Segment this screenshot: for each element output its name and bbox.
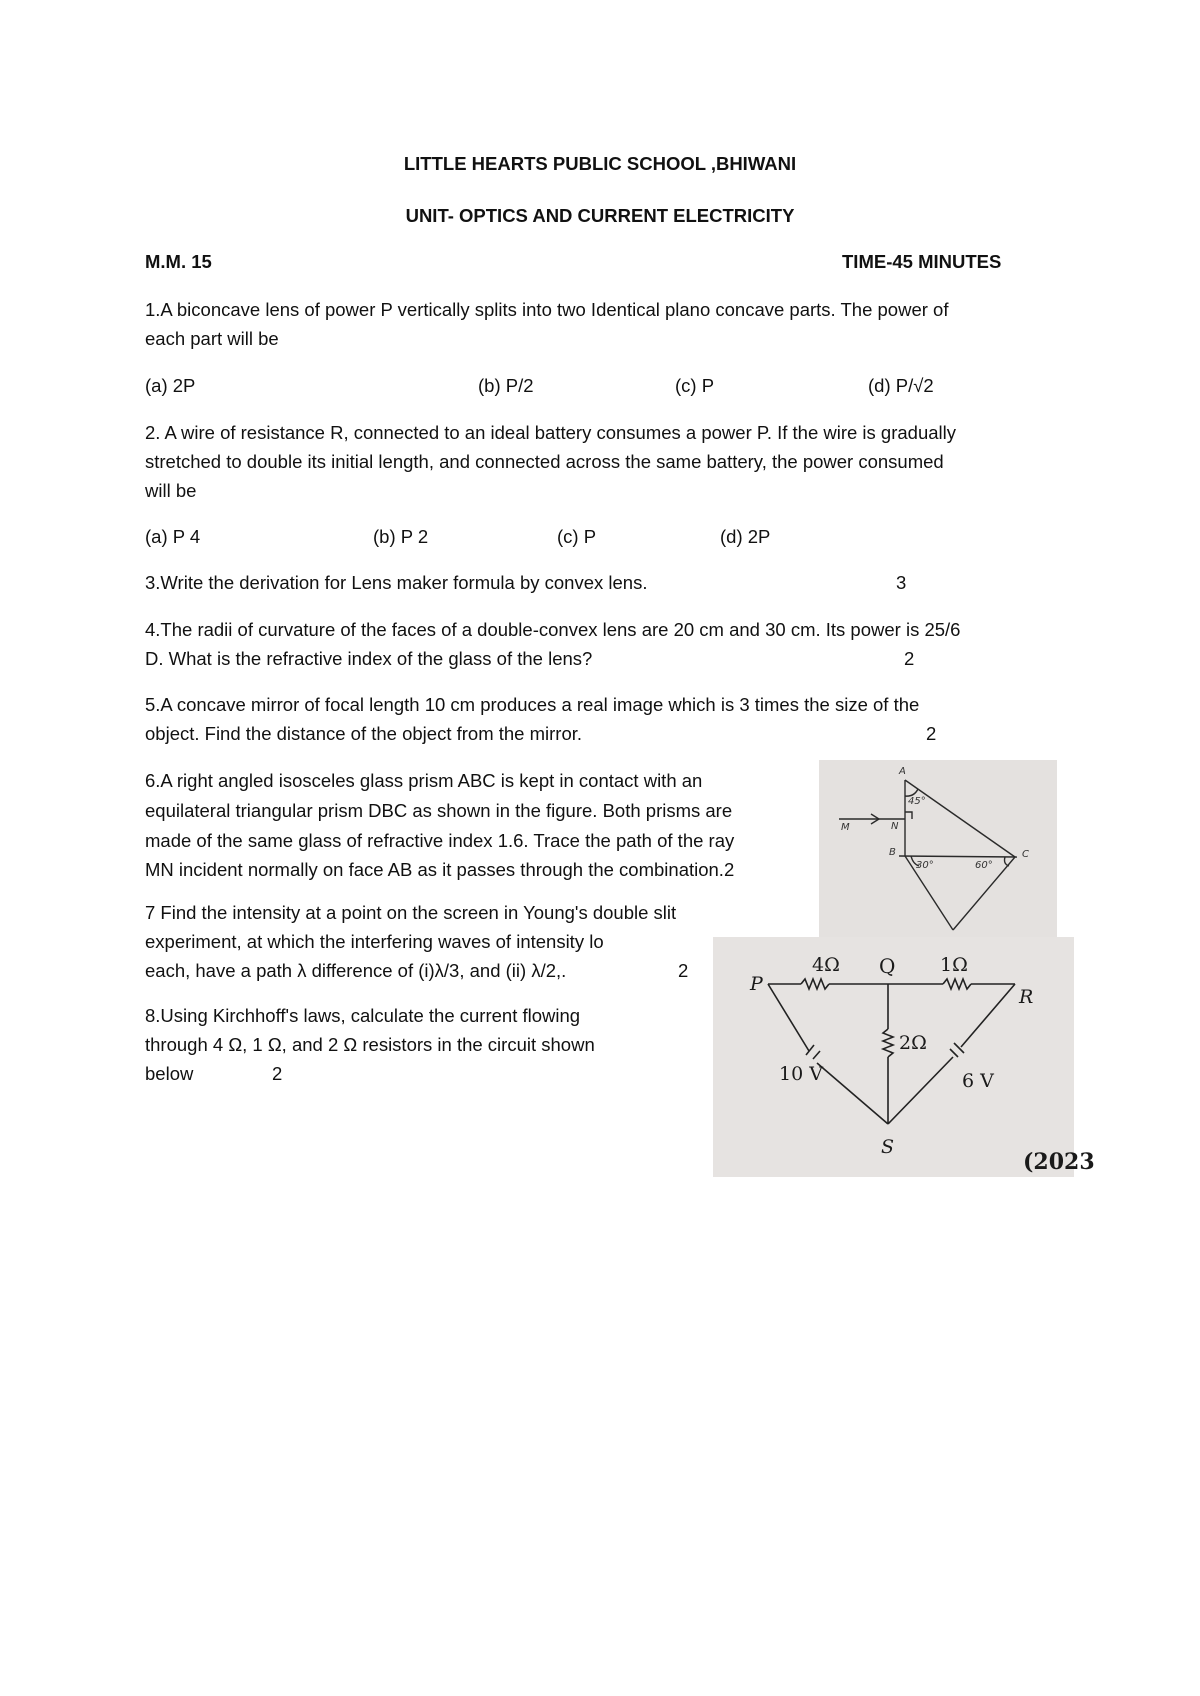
prism-face-bc	[899, 856, 1017, 857]
prism-diagram	[819, 760, 1057, 938]
label-6v: 6 V	[962, 1070, 994, 1092]
label-m: M	[841, 822, 850, 833]
node-s: S	[881, 1136, 895, 1158]
q2-line2: stretched to double its initial length, and connected across the same battery, the power consumed	[145, 451, 944, 472]
q7-line2: experiment, at which the interfering waves of intensity lo	[145, 931, 604, 952]
label-a: A	[899, 766, 906, 777]
q4-marks: 2	[904, 648, 915, 669]
q1-option-c: (c) P	[675, 375, 715, 396]
angle-60: 60°	[975, 860, 993, 871]
circuit-figure	[713, 937, 1095, 1177]
q1-option-d: (d) P/√2	[868, 375, 934, 396]
q8-line2: through 4 Ω, 1 Ω, and 2 Ω resistors in the circuit shown	[145, 1034, 595, 1055]
q3-text: 3.Write the derivation for Lens maker formula by convex lens.	[145, 572, 648, 593]
angle-45: 45°	[908, 796, 926, 807]
unit-title: UNIT- OPTICS AND CURRENT ELECTRICITY	[405, 205, 795, 226]
time-limit: TIME-45 MINUTES	[842, 251, 1002, 272]
label-1ohm: 1Ω	[940, 954, 968, 976]
q8-line3: below	[145, 1063, 194, 1084]
q7-marks: 2	[678, 960, 689, 981]
q8-line1: 8.Using Kirchhoff's laws, calculate the current flowing	[145, 1005, 581, 1026]
q1-option-b: (b) P/2	[478, 375, 534, 396]
q5-marks: 2	[926, 723, 937, 744]
node-p: P	[750, 973, 763, 995]
q6-line4: MN incident normally on face AB as it passes through the combination.2	[145, 859, 735, 880]
label-b: B	[889, 847, 896, 858]
q3-marks: 3	[896, 572, 907, 593]
q6-line1: 6.A right angled isosceles glass prism ABC is kept in contact with an	[145, 770, 703, 791]
q6-line2: equilateral triangular prism DBC as shown in the figure. Both prisms are	[145, 800, 733, 821]
prism-figure	[819, 760, 1057, 938]
node-q: Q	[879, 954, 896, 978]
q7-line3: each, have a path λ difference of (i)λ/3, and (ii) λ/2,.	[145, 960, 567, 981]
q2-option-a: (a) P 4	[145, 526, 201, 547]
q1-line1: 1.A biconcave lens of power P vertically splits into two Identical plano concave parts. The power of	[145, 299, 949, 320]
q2-option-b: (b) P 2	[373, 526, 429, 547]
label-2ohm: 2Ω	[899, 1032, 927, 1054]
q2-line3: will be	[145, 480, 197, 501]
school-name: LITTLE HEARTS PUBLIC SCHOOL ,BHIWANI	[403, 153, 797, 174]
label-4ohm: 4Ω	[812, 954, 840, 976]
q1-option-a: (a) 2P	[145, 375, 196, 396]
angle-30: 30°	[916, 860, 934, 871]
corner-year: (2023	[1023, 1149, 1095, 1175]
q8-marks: 2	[272, 1063, 283, 1084]
q2-line1: 2. A wire of resistance R, connected to an ideal battery consumes a power P. If the wire is gradually	[145, 422, 957, 443]
label-n: N	[891, 821, 899, 832]
q2-option-c: (c) P	[557, 526, 597, 547]
q2-option-d: (d) 2P	[720, 526, 771, 547]
q6-line3: made of the same glass of refractive index 1.6. Trace the path of the ray	[145, 830, 735, 851]
q5-line2: object. Find the distance of the object from the mirror.	[145, 723, 583, 744]
q5-line1: 5.A concave mirror of focal length 10 cm produces a real image which is 3 times the size of the	[145, 694, 920, 715]
node-r: R	[1019, 986, 1034, 1008]
q4-line1: 4.The radii of curvature of the faces of a double-convex lens are 20 cm and 30 cm. Its power is 25/6	[145, 619, 961, 640]
q4-line2: D. What is the refractive index of the glass of the lens?	[145, 648, 593, 669]
q7-line1: 7 Find the intensity at a point on the screen in Young's double slit	[145, 902, 677, 923]
max-marks: M.M. 15	[145, 251, 212, 272]
circuit-diagram	[713, 937, 1095, 1177]
label-10v: 10 V	[779, 1063, 823, 1085]
label-c: C	[1022, 849, 1029, 860]
q1-line2: each part will be	[145, 328, 279, 349]
